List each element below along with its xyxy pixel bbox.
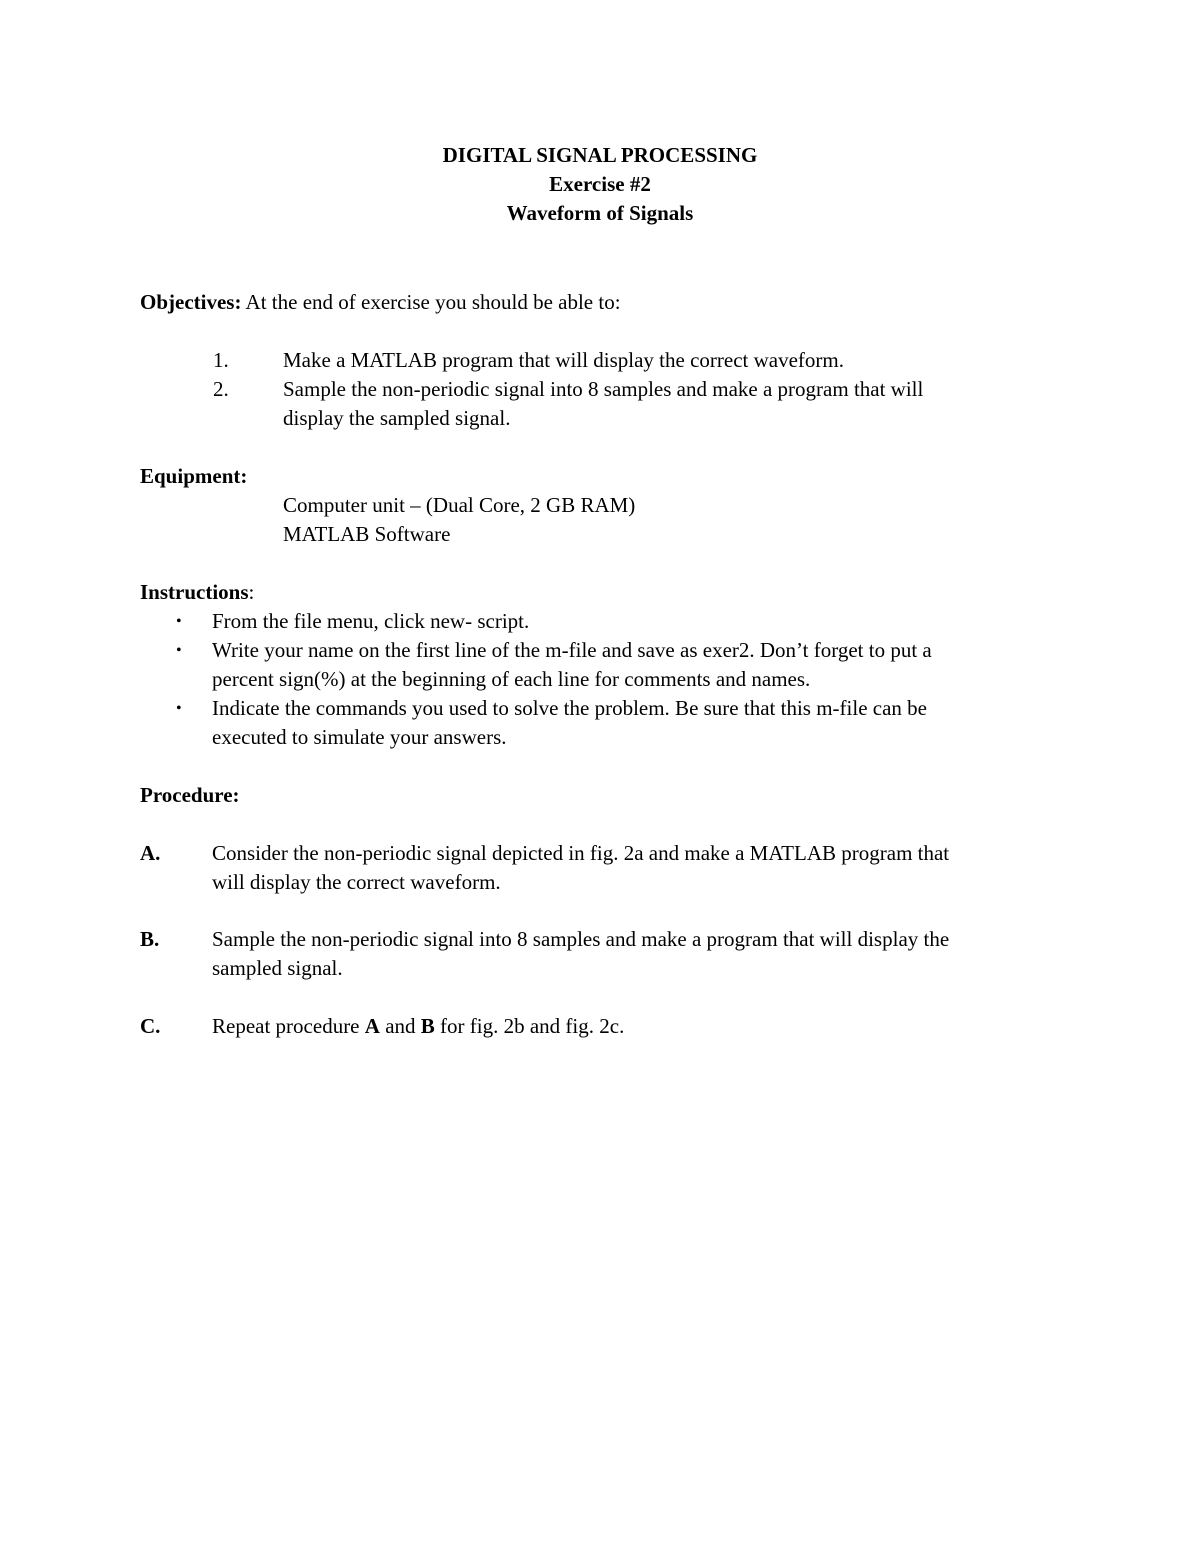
procedure-ref-a: A (364, 1014, 380, 1038)
instruction-text: executed to simulate your answers. (212, 725, 507, 749)
document-subtitle: Waveform of Signals (506, 201, 694, 225)
objective-text: Make a MATLAB program that will display the correct waveform. (283, 348, 845, 372)
objectives-heading (140, 288, 621, 317)
procedure-heading: Procedure: (140, 783, 240, 807)
instruction-text: From the file menu, click new- script. (212, 609, 530, 633)
bullet-icon: • (176, 642, 182, 659)
procedure-step-text: sampled signal. (212, 956, 343, 980)
instructions-colon: : (248, 580, 255, 604)
objective-text: display the sampled signal. (283, 406, 511, 430)
objective-number: 1. (213, 348, 229, 372)
objective-number: 2. (213, 377, 229, 401)
objectives-intro: At the end of exercise you should be able to: (241, 290, 621, 314)
procedure-step-text: Sample the non-periodic signal into 8 samples and make a program that will display the (212, 927, 950, 951)
instruction-text: Indicate the commands you used to solve the problem. Be sure that this m-file can be (212, 696, 927, 720)
text-segment: and (379, 1014, 421, 1038)
procedure-step-text: Consider the non-periodic signal depicted in fig. 2a and make a MATLAB program that (212, 841, 950, 865)
procedure-step-label: B. (140, 927, 160, 951)
equipment-item: MATLAB Software (283, 522, 451, 546)
document-title: DIGITAL SIGNAL PROCESSING (442, 143, 758, 167)
objective-text: Sample the non-periodic signal into 8 samples and make a program that will (283, 377, 924, 401)
title-block (0, 141, 1200, 228)
instructions-heading (140, 578, 254, 607)
equipment-heading: Equipment: (140, 464, 248, 488)
procedure-ref-b: B (420, 1014, 435, 1038)
exercise-number: Exercise #2 (549, 172, 651, 196)
instruction-text: percent sign(%) at the beginning of each line for comments and names. (212, 667, 811, 691)
equipment-item: Computer unit – (Dual Core, 2 GB RAM) (283, 493, 636, 517)
text-segment: for fig. 2b and fig. 2c. (434, 1014, 625, 1038)
instruction-text: Write your name on the first line of the m-file and save as exer2. Don’t forget to put a (212, 638, 932, 662)
objectives-label: Objectives: (140, 290, 242, 314)
text-segment: Repeat procedure (212, 1014, 365, 1038)
instructions-label: Instructions (140, 580, 249, 604)
procedure-step-label: C. (140, 1014, 161, 1038)
procedure-step-label: A. (140, 841, 161, 865)
procedure-step-text: will display the correct waveform. (212, 870, 501, 894)
bullet-icon: • (176, 613, 182, 630)
procedure-step-text (212, 1012, 624, 1041)
bullet-icon: • (176, 700, 182, 717)
